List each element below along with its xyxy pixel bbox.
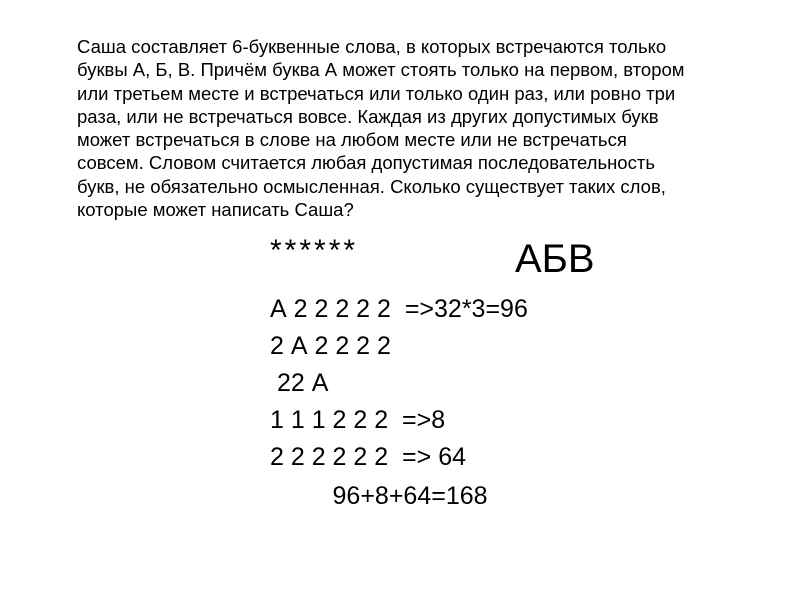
solution-total: 96+8+64=168 bbox=[270, 482, 488, 510]
alphabet-letters: АБВ bbox=[515, 237, 595, 281]
problem-line: которые может написать Саша? bbox=[77, 199, 354, 221]
problem-line: или третьем месте и встречаться или только один раз, или ровно три bbox=[77, 82, 676, 104]
solution-line: А 2 2 2 2 2 =>32*3=96 bbox=[270, 295, 528, 323]
solution-line: 22 А bbox=[270, 369, 329, 397]
solution-line: 2 А 2 2 2 2 bbox=[270, 332, 391, 360]
problem-line: букв, не обязательно осмысленная. Сколько существует таких слов, bbox=[77, 175, 666, 197]
problem-line: совсем. Словом считается любая допустимая последовательность bbox=[77, 152, 655, 174]
problem-line: может встречаться в слове на любом месте или не встречаться bbox=[77, 129, 627, 151]
problem-line: Саша составляет 6-буквенные слова, в которых встречаются только bbox=[77, 36, 667, 57]
solution-line: 2 2 2 2 2 2 => 64 bbox=[270, 443, 466, 471]
problem-line: буквы А, Б, В. Причём буква А может стоять только на первом, втором bbox=[77, 59, 685, 81]
word-template-stars: ****** bbox=[270, 234, 359, 267]
solution-line: 1 1 1 2 2 2 =>8 bbox=[270, 406, 446, 434]
problem-line: раза, или не встречаться вовсе. Каждая из других допустимых букв bbox=[77, 105, 659, 127]
problem-statement bbox=[77, 35, 727, 221]
